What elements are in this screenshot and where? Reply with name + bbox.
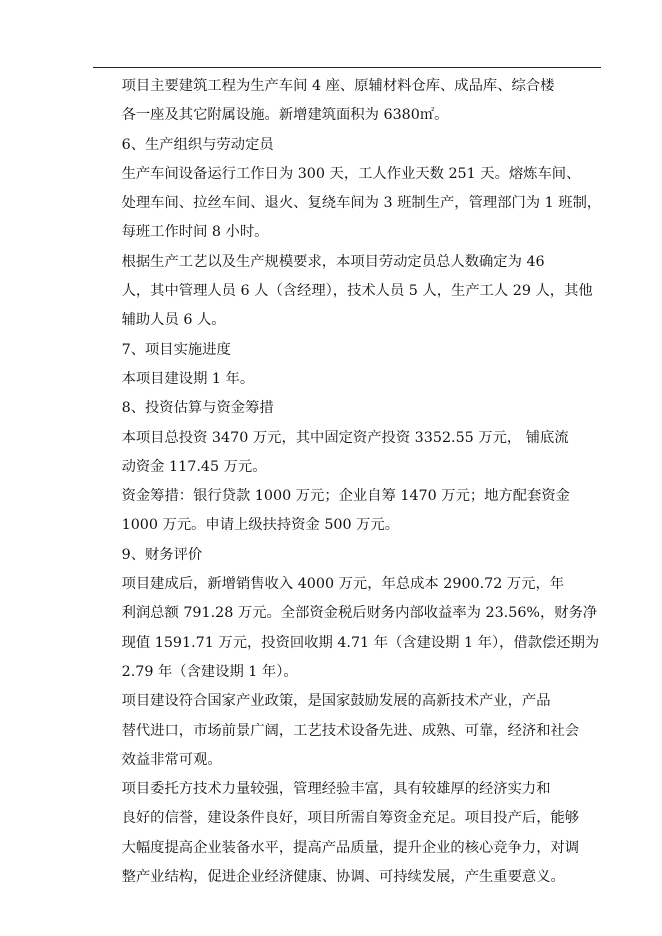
document-body bbox=[93, 72, 603, 892]
paragraph-line: 本项目总投资 3470 万元，其中固定资产投资 3352.55 万元， 铺底流 bbox=[121, 429, 569, 446]
paragraph-line: 根据生产工艺以及生产规模要求，本项目劳动定员总人数确定为 46 bbox=[121, 253, 545, 270]
paragraph-line: 生产车间设备运行工作日为 300 天，工人作业天数 251 天。熔炼车间、 bbox=[121, 165, 581, 182]
paragraph-line: 项目建成后，新增销售收入 4000 万元，年总成本 2900.72 万元，年 bbox=[121, 576, 565, 593]
paragraph-line: 效益非常可观。 bbox=[121, 751, 222, 768]
paragraph-line: 1000 万元。申请上级扶持资金 500 万元。 bbox=[121, 517, 400, 534]
paragraph-line: 利润总额 791.28 万元。全部资金税后财务内部收益率为 23.56%，财务净 bbox=[121, 605, 598, 622]
paragraph-line: 2.79 年（含建设期 1 年）。 bbox=[121, 663, 298, 680]
paragraph-line: 辅助人员 6 人。 bbox=[121, 312, 226, 329]
paragraph-line: 资金筹措：银行贷款 1000 万元；企业自筹 1470 万元；地方配套资金 bbox=[121, 488, 570, 505]
body-paragraph bbox=[93, 570, 603, 687]
paragraph-line: 处理车间、拉丝车间、退火、复绕车间为 3 班制生产，管理部门为 1 班制， bbox=[121, 195, 602, 212]
paragraph-line: 大幅度提高企业装备水平，提高产品质量，提升企业的核心竞争力，对调 bbox=[121, 839, 580, 856]
paragraph-line: 项目委托方技术力量较强，管理经验丰富，具有较雄厚的经济实力和 bbox=[121, 781, 551, 798]
paragraph-line: 动资金 117.45 万元。 bbox=[121, 458, 267, 475]
paragraph-line: 各一座及其它附属设施。新增建筑面积为 6380㎡。 bbox=[121, 107, 449, 124]
section-heading: 8、投资估算与资金筹措 bbox=[121, 400, 274, 417]
paragraph-line: 项目建设符合国家产业政策，是国家鼓励发展的高新技术产业，产品 bbox=[121, 693, 551, 710]
body-paragraph bbox=[93, 687, 603, 775]
section-heading: 6、生产组织与劳动定员 bbox=[121, 136, 274, 153]
section-heading: 9、财务评价 bbox=[121, 546, 203, 563]
body-paragraph bbox=[93, 365, 603, 394]
header-rule bbox=[93, 67, 601, 68]
body-paragraph bbox=[93, 160, 603, 248]
paragraph-line: 人，其中管理人员 6 人（含经理），技术人员 5 人，生产工人 29 人，其他 bbox=[121, 283, 593, 300]
body-paragraph bbox=[93, 775, 603, 892]
body-paragraph bbox=[93, 72, 603, 131]
paragraph-line: 项目主要建筑工程为生产车间 4 座、原辅材料仓库、成品库、综合楼 bbox=[121, 78, 555, 94]
body-paragraph bbox=[93, 424, 603, 483]
paragraph-line: 替代进口，市场前景广阔，工艺技术设备先进、成熟、可靠，经济和社会 bbox=[121, 722, 580, 739]
paragraph-line: 良好的信誉，建设条件良好，项目所需自筹资金充足。项目投产后，能够 bbox=[121, 810, 580, 827]
body-paragraph bbox=[93, 482, 603, 541]
section-heading: 7、项目实施进度 bbox=[121, 341, 231, 358]
paragraph-line: 每班工作时间 8 小时。 bbox=[121, 224, 269, 241]
body-paragraph bbox=[93, 248, 603, 336]
paragraph-line: 本项目建设期 1 年。 bbox=[121, 370, 255, 387]
paragraph-line: 现值 1591.71 万元，投资回收期 4.71 年（含建设期 1 年），借款偿还期为 bbox=[121, 634, 600, 651]
paragraph-line: 整产业结构，促进企业经济健康、协调、可持续发展，产生重要意义。 bbox=[121, 869, 565, 886]
